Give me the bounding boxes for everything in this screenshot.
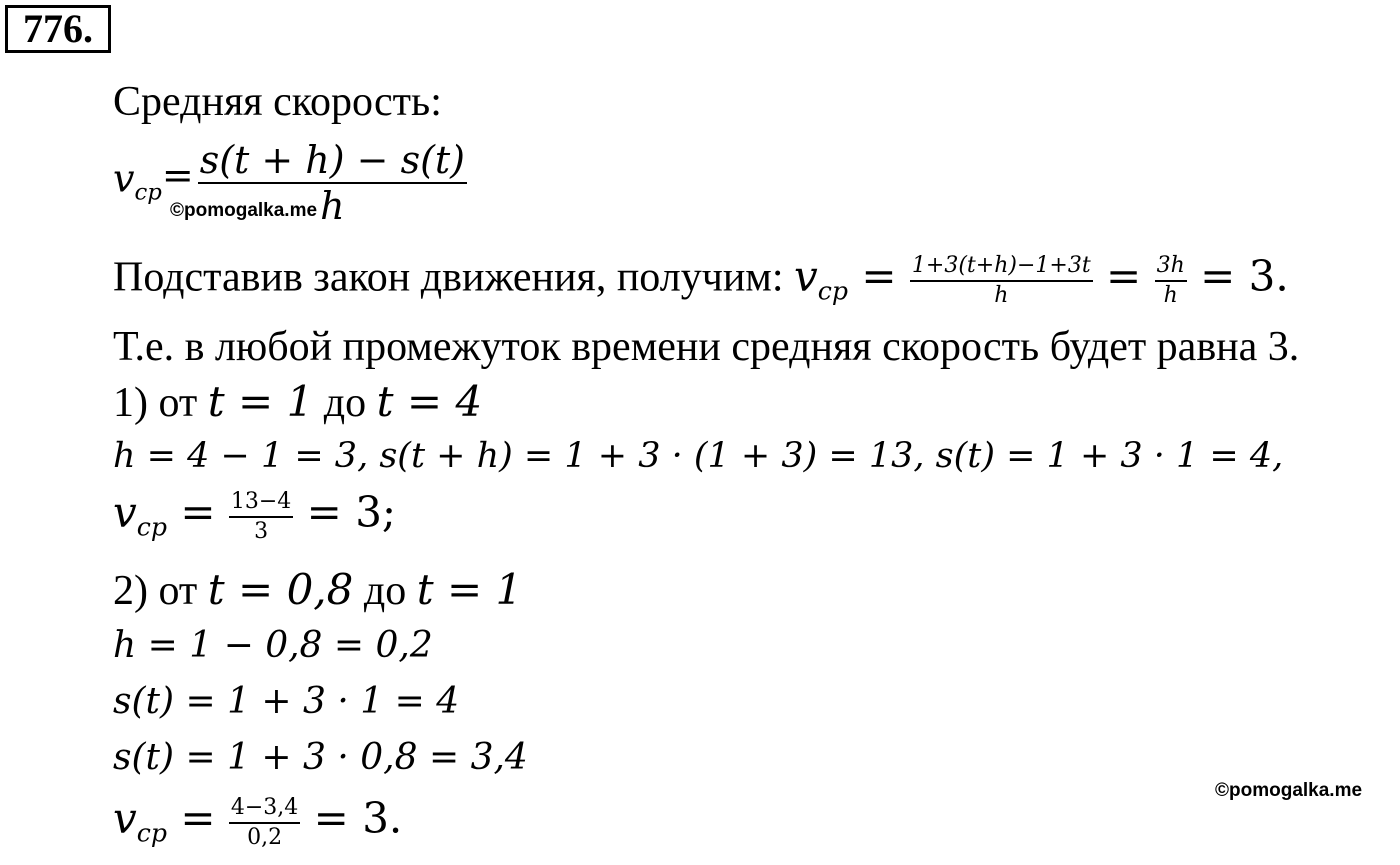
case1-calc: h = 4 − 1 = 3, s(t + h) = 1 + 3 · (1 + 3) = 13, s(t) = 1 + 3 · 1 = 4, [113,436,1284,476]
case1-heading-a: 1) от [113,380,208,426]
case2-s2: s(t) = 1 + 3 · 0,8 = 3,4 [113,737,528,778]
substitute-fraction-1 [910,252,1093,310]
case1-t1: t = 1 [207,377,314,426]
formula-v: v [113,156,135,201]
case2-t1: t = 0,8 [207,565,354,614]
substitute-den2: h [1155,280,1187,310]
substitute-v-sub: cp [817,276,849,306]
case2-eq: = [166,793,229,843]
case1-den: 3 [229,516,293,546]
substitute-text: Подставив закон движения, получим: [113,254,795,301]
case2-tail: = 3. [300,793,403,843]
case2-v-sub: cp [136,818,167,848]
case2-result [113,794,402,857]
case2-fraction [229,794,300,852]
case1-tail: = 3; [293,487,397,537]
substitute-fraction-2 [1155,252,1187,310]
substitute-den1: h [910,280,1093,310]
case2-heading-a: 2) от [113,568,208,614]
case2-den: 0,2 [229,822,300,852]
formula-numerator: s(t + h) − s(t) [199,138,466,182]
case1-v: v [113,487,137,537]
case1-heading-b: до [313,380,377,426]
formula-v-sub: cp [134,179,162,206]
case1-t2: t = 4 [376,377,483,426]
case1-fraction [229,488,293,546]
case2-v: v [113,793,137,843]
problem-number: 776. [5,5,111,53]
watermark-inline: ©pomogalka.me [170,200,318,221]
case2-t2: t = 1 [416,565,523,614]
case2-s1: s(t) = 1 + 3 · 1 = 4 [113,681,460,722]
case1-v-sub: cp [136,512,167,542]
case2-heading-b: до [353,568,417,614]
conclusion-line: Т.е. в любой промежуток времени средняя скорость будет равна 3. [113,324,1300,370]
avg-speed-heading: Средняя скорость: [113,79,442,125]
substitute-eq1: = [848,251,910,301]
case2-num: 4−3,4 [230,795,299,820]
substitute-v: v [794,251,818,301]
substitute-num1: 1+3(t+h)−1+3t [911,253,1091,278]
substitute-tail: = 3. [1186,251,1289,301]
case2-h: h = 1 − 0,8 = 0,2 [113,625,433,666]
case1-result [113,488,396,551]
formula-denominator: h [198,182,467,228]
substitute-line [113,252,1289,315]
case1-eq: = [166,487,229,537]
substitute-num2: 3h [1156,253,1185,278]
case2-heading [113,566,522,615]
substitute-eq2: = [1092,251,1155,301]
watermark-corner: ©pomogalka.me [1215,780,1363,801]
case1-num: 13−4 [230,489,292,514]
formula-eq: = [161,152,194,197]
case1-heading [113,378,482,427]
